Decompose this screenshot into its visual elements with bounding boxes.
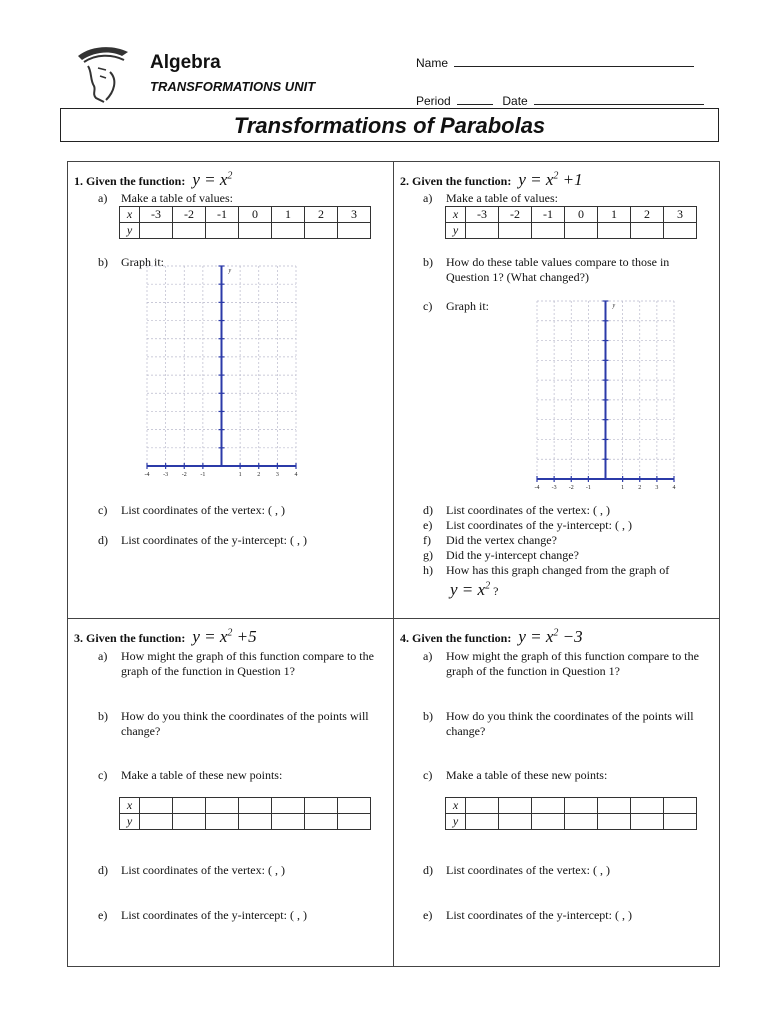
q2-h-equation: $y = x^2$ ? xyxy=(450,580,499,599)
x-value-cell: 0 xyxy=(565,207,598,223)
x-tick-label: 4 xyxy=(294,472,298,478)
y-input-cell[interactable] xyxy=(206,223,239,239)
x-input-cell[interactable] xyxy=(173,798,206,814)
x-input-cell[interactable] xyxy=(140,798,173,814)
period-input-line[interactable] xyxy=(457,92,493,105)
q4-equation: $y = x^2 -3$ xyxy=(518,627,583,646)
x-value-cell: -2 xyxy=(173,207,206,223)
y-input-cell[interactable] xyxy=(565,814,598,830)
q4-values-table xyxy=(445,797,697,830)
x-input-cell[interactable] xyxy=(466,798,499,814)
y-input-cell[interactable] xyxy=(466,223,499,239)
table-row-y xyxy=(120,814,371,830)
subject-title: Algebra xyxy=(150,52,221,73)
x-input-cell[interactable] xyxy=(239,798,272,814)
trojan-head-logo xyxy=(70,42,134,106)
y-input-cell[interactable] xyxy=(664,814,697,830)
name-input-line[interactable] xyxy=(454,54,694,67)
period-date-row xyxy=(416,92,704,108)
y-input-cell[interactable] xyxy=(466,814,499,830)
x-value-cell: 2 xyxy=(305,207,338,223)
q1-heading xyxy=(74,170,232,190)
y-input-cell[interactable] xyxy=(305,814,338,830)
q2-values-table xyxy=(445,206,697,239)
y-input-cell[interactable] xyxy=(272,814,305,830)
x-tick-label: -1 xyxy=(585,485,591,491)
x-value-cell: -2 xyxy=(499,207,532,223)
x-tick-label: -1 xyxy=(200,472,206,478)
table-row-x xyxy=(446,207,697,223)
x-tick-label: -3 xyxy=(163,472,169,478)
x-tick-label: -3 xyxy=(551,485,557,491)
row-header: y xyxy=(446,223,466,239)
y-input-cell[interactable] xyxy=(206,814,239,830)
x-input-cell[interactable] xyxy=(631,798,664,814)
x-input-cell[interactable] xyxy=(338,798,371,814)
x-value-cell: 1 xyxy=(598,207,631,223)
x-input-cell[interactable] xyxy=(664,798,697,814)
q1-equation: $y = x^2$ xyxy=(192,170,233,189)
y-input-cell[interactable] xyxy=(565,223,598,239)
q4-heading: 4. Given the function: $y = x^2 -3$ xyxy=(400,627,583,646)
q1-heading-text: 1. Given the function: xyxy=(74,174,186,188)
x-tick-label: 3 xyxy=(655,485,659,491)
q1-graph[interactable] xyxy=(143,262,300,484)
x-value-cell: 0 xyxy=(239,207,272,223)
x-value-cell: -3 xyxy=(466,207,499,223)
row-header: y xyxy=(120,814,140,830)
y-input-cell[interactable] xyxy=(239,814,272,830)
q3-values-table xyxy=(119,797,371,830)
y-input-cell[interactable] xyxy=(140,223,173,239)
y-input-cell[interactable] xyxy=(499,814,532,830)
x-tick-label: 1 xyxy=(238,472,242,478)
x-value-cell: 3 xyxy=(338,207,371,223)
date-label: Date xyxy=(502,94,528,108)
x-input-cell[interactable] xyxy=(499,798,532,814)
x-value-cell: -1 xyxy=(532,207,565,223)
y-input-cell[interactable] xyxy=(173,223,206,239)
unit-title: TRANSFORMATIONS UNIT xyxy=(150,79,316,94)
x-tick-label: 3 xyxy=(275,472,279,478)
name-label: Name xyxy=(416,56,449,70)
table-row-x xyxy=(446,798,697,814)
y-input-cell[interactable] xyxy=(499,223,532,239)
x-tick-label: -2 xyxy=(181,472,187,478)
y-input-cell[interactable] xyxy=(338,814,371,830)
q2-graph[interactable] xyxy=(533,297,678,497)
x-value-cell: -3 xyxy=(140,207,173,223)
y-axis-label: y xyxy=(612,303,616,309)
y-input-cell[interactable] xyxy=(631,223,664,239)
table-row-y xyxy=(446,223,697,239)
x-input-cell[interactable] xyxy=(305,798,338,814)
x-value-cell: 1 xyxy=(272,207,305,223)
period-label: Period xyxy=(416,94,451,108)
y-input-cell[interactable] xyxy=(532,814,565,830)
q3-heading: 3. Given the function: $y = x^2 +5$ xyxy=(74,627,257,646)
x-tick-label: -4 xyxy=(534,485,540,491)
x-value-cell: 3 xyxy=(664,207,697,223)
name-field-row xyxy=(416,54,694,70)
x-value-cell: 2 xyxy=(631,207,664,223)
q2-equation: $y = x^2 +1$ xyxy=(518,170,583,189)
horizontal-divider xyxy=(67,618,720,619)
table-row-x xyxy=(120,798,371,814)
row-header: y xyxy=(120,223,140,239)
row-header: x xyxy=(120,207,140,223)
x-value-cell: -1 xyxy=(206,207,239,223)
table-row-y xyxy=(446,814,697,830)
x-tick-label: -2 xyxy=(568,485,574,491)
x-tick-label: 2 xyxy=(257,472,261,478)
y-input-cell[interactable] xyxy=(239,223,272,239)
x-tick-label: -4 xyxy=(144,472,150,478)
table-row-y xyxy=(120,223,371,239)
x-tick-label: 4 xyxy=(672,485,676,491)
row-header: x xyxy=(446,207,466,223)
x-tick-label: 1 xyxy=(621,485,625,491)
y-axis-label: y xyxy=(228,268,232,274)
worksheet-title: Transformations of Parabolas xyxy=(60,108,719,142)
y-input-cell[interactable] xyxy=(338,223,371,239)
q1-values-table xyxy=(119,206,371,239)
x-input-cell[interactable] xyxy=(598,798,631,814)
y-input-cell[interactable] xyxy=(140,814,173,830)
q2-heading: 2. Given the function: $y = x^2 +1$ xyxy=(400,170,583,189)
x-input-cell[interactable] xyxy=(272,798,305,814)
table-row-x xyxy=(120,207,371,223)
y-input-cell[interactable] xyxy=(664,223,697,239)
y-input-cell[interactable] xyxy=(532,223,565,239)
date-input-line[interactable] xyxy=(534,92,704,105)
y-input-cell[interactable] xyxy=(173,814,206,830)
x-input-cell[interactable] xyxy=(206,798,239,814)
y-input-cell[interactable] xyxy=(631,814,664,830)
y-input-cell[interactable] xyxy=(272,223,305,239)
row-header: x xyxy=(120,798,140,814)
q3-equation: $y = x^2 +5$ xyxy=(192,627,257,646)
vertical-divider xyxy=(393,161,394,967)
y-input-cell[interactable] xyxy=(305,223,338,239)
y-input-cell[interactable] xyxy=(598,223,631,239)
row-header: x xyxy=(446,798,466,814)
x-input-cell[interactable] xyxy=(532,798,565,814)
x-input-cell[interactable] xyxy=(565,798,598,814)
row-header: y xyxy=(446,814,466,830)
y-input-cell[interactable] xyxy=(598,814,631,830)
x-tick-label: 2 xyxy=(638,485,642,491)
